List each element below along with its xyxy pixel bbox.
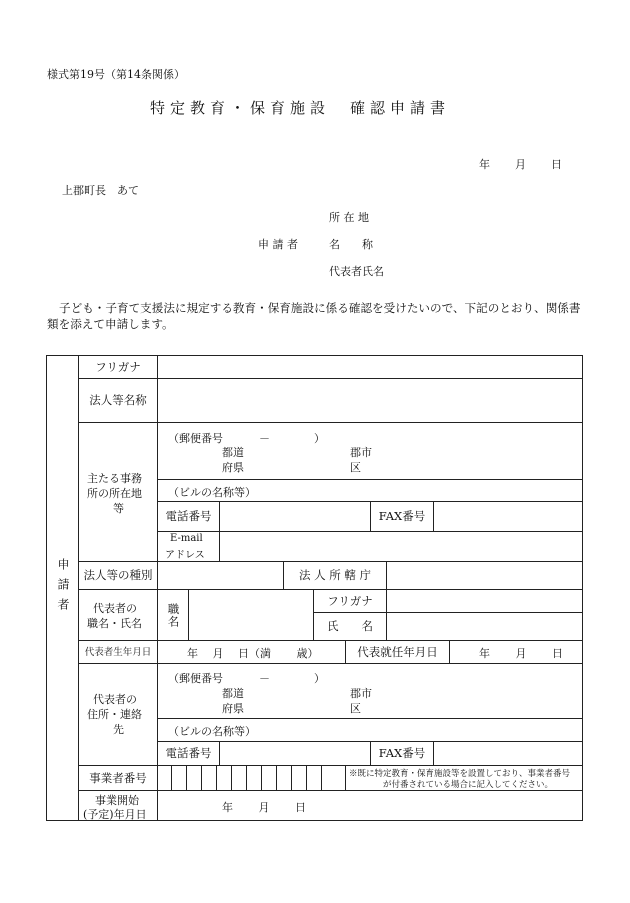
appointed-date[interactable]: 年 月 日 [479, 647, 563, 660]
rep-label-2: 職名・氏名 [87, 617, 142, 630]
rep-fax-label: FAX番号 [378, 746, 426, 760]
document-title: 特定教育・保育施設 確認申請書 [150, 99, 451, 117]
corp-name-label: 法人等名称 [89, 393, 147, 407]
start-label-2: (予定)年月日 [83, 808, 147, 821]
office-postal-label: （郵便番号 [168, 432, 223, 445]
business-number-note-1: ※既に特定教育・保育施設等を設置しており、事業者番号 [349, 769, 571, 779]
corp-type-field[interactable] [158, 562, 283, 589]
appointed-label: 代表就任年月日 [357, 644, 438, 659]
office-postal-close: ） [314, 432, 325, 445]
rep-building-label: （ビルの名称等） [168, 725, 256, 738]
rep-address-label-1: 代表者の [93, 693, 137, 706]
rep-phone-label: 電話番号 [165, 746, 212, 760]
applicant-name-label: 名 称 [329, 238, 373, 251]
corp-type-label: 法人等の種別 [83, 568, 153, 582]
furigana-label: フリガナ [95, 359, 141, 374]
rep-phone-field[interactable] [220, 742, 370, 765]
business-number-note-2: が付番されている場合に記入してください。 [383, 780, 554, 790]
office-email-label-1: E-mail [170, 533, 203, 544]
applicant-representative-label: 代表者氏名 [329, 265, 384, 278]
office-phone-field[interactable] [220, 502, 370, 531]
rep-furigana-field[interactable] [387, 590, 582, 612]
office-gunshi: 郡市 [350, 446, 372, 459]
form-number: 様式第19号（第14条関係） [47, 68, 185, 81]
date-month: 月 [515, 158, 526, 171]
office-todo: 都道 [222, 446, 244, 459]
office-building-label: （ビルの名称等） [168, 486, 256, 499]
applicant-address-label: 所 在 地 [329, 211, 369, 224]
rep-postal-dash: － [259, 672, 270, 685]
office-fuken: 府県 [222, 461, 244, 474]
authority-label: 法 人 所 轄 庁 [298, 568, 372, 582]
rep-gunshi: 郡市 [350, 687, 372, 700]
body-text: 子ども・子育て支援法に規定する教育・保育施設に係る確認を受けたいので、下記のとおり、関係書類を添えて申請します。 [47, 301, 581, 331]
office-label-1: 主たる事務 [87, 472, 142, 485]
office-ku: 区 [350, 461, 361, 474]
side-label-applicant: 申請者 [56, 558, 70, 618]
rep-name-field[interactable] [387, 613, 582, 640]
rep-postal-close: ） [314, 672, 325, 685]
office-fax-field[interactable] [434, 502, 582, 531]
applicant-label: 申 請 者 [258, 238, 298, 251]
rep-name-label: 氏 名 [327, 619, 373, 633]
birth-date[interactable]: 年 月 日（満 歳） [187, 647, 319, 660]
rep-fax-field[interactable] [434, 742, 582, 765]
office-label-2: 所の所在地 [87, 487, 142, 500]
rep-address-label-3: 先 [113, 723, 124, 736]
rep-label-1: 代表者の [93, 602, 137, 615]
office-email-label-2: アドレス [165, 550, 205, 561]
date-year: 年 [479, 158, 490, 171]
rep-fuken: 府県 [222, 702, 244, 715]
business-number-label: 事業者番号 [89, 770, 147, 785]
office-phone-label: 電話番号 [165, 509, 212, 523]
office-fax-label: FAX番号 [378, 509, 426, 523]
addressee: 上郡町長 あて [62, 184, 139, 197]
furigana-field[interactable] [158, 356, 582, 378]
office-label-3: 等 [113, 502, 124, 515]
rep-title-label: 職名 [166, 602, 181, 628]
business-number-field[interactable] [158, 766, 345, 790]
rep-postal-label: （郵便番号 [168, 672, 223, 685]
office-email-field[interactable] [220, 532, 582, 561]
corp-name-field[interactable] [158, 379, 582, 422]
rep-address-label-2: 住所・連絡 [87, 708, 142, 721]
rep-furigana-label: フリガナ [327, 593, 373, 608]
rep-ku: 区 [350, 702, 361, 715]
rep-todo: 都道 [222, 687, 244, 700]
birth-label: 代表者生年月日 [84, 646, 152, 658]
start-label-1: 事業開始 [95, 794, 139, 807]
start-date[interactable]: 年 月 日 [222, 801, 306, 814]
date-day: 日 [551, 158, 562, 171]
office-postal-dash: － [259, 432, 270, 445]
authority-field[interactable] [387, 562, 582, 589]
rep-title-field[interactable] [189, 590, 313, 640]
